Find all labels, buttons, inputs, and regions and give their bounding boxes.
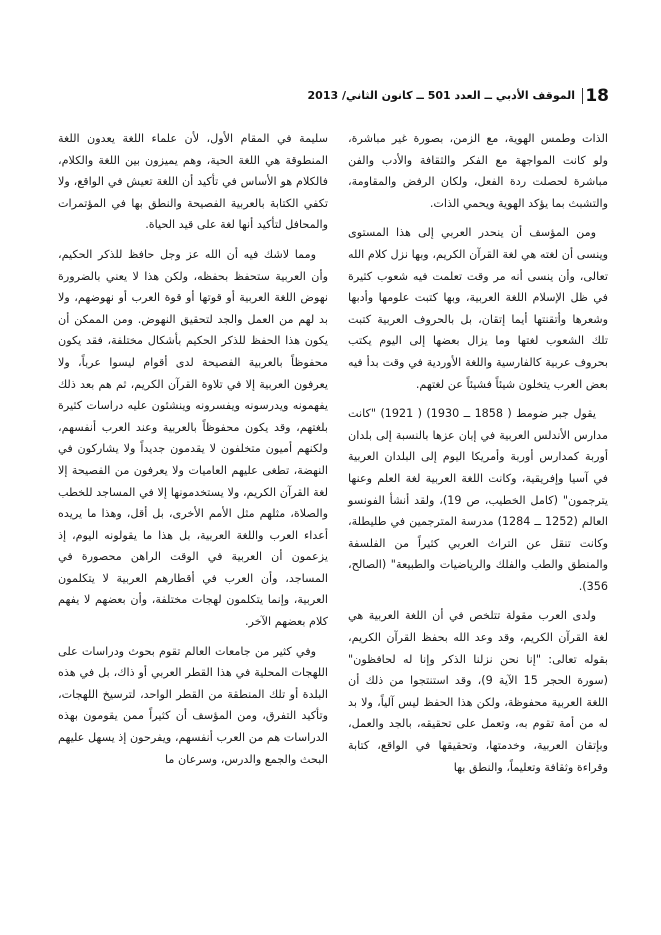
paragraph: ولدى العرب مقولة تتلخص في أن اللغة العربية هي لغة القرآن الكريم، وقد وعد الله بحفظ القرآن الكريم، بقوله تعالى: "إنا نحن نزلنا الذكر وإنا له لحافظون"(سورة الحجر 15 الآية 9)، وقد استنتجوا من ذلك أن اللغة العربية محفوظة، ولكن هذا الحفظ ليس آلياً، ولا بد له من أمة تقوم به، وتعمل على تحقيقه، بالجد والعمل، وبإتقان العربية، وخدمتها، وتحقيقها في الواقع، كتابة وقراءة وثقافة وتعليماً، والنطق بها (348, 609, 608, 774)
header-divider (582, 88, 583, 104)
running-head: الموقف الأدبي ــ العدد 501 ــ كانون الثاني/ 2013 (307, 89, 575, 102)
paragraph: يقول جبر ضومط ( 1858 ــ 1930) ( 1921) "كانت مدارس الأندلس العربية في إبان عزها بالنسبة إلى بلدان أوربة كمدارس أوربة وأمريكا اليوم إلى البلدان العربية في آسيا وإفريقية، وكانت اللغة العربية لغة العلم وعنها يترجمون" (كامل الخطيب، ص 19)، ولقد أنشأ الفونسو العالم (1252 ــ 1284) مدرسة المترجمين في طليطلة، وكانت تنقل عن التراث العربي كثيراً من الفلسفة والمنطق والطب والفلك والرياضيات والطبيعة" (الصالح، 356). (348, 407, 609, 593)
page-number: 18 (585, 86, 609, 106)
paragraph: الذات وطمس الهوية، مع الزمن، بصورة غير مباشرة، ولو كانت المواجهة مع الفكر والثقافة والأدب والفن مباشرة لحصلت ردة الفعل، ولكان الرفض والمقاومة، والتشبث بما يؤكد الهوية ويحمي الذات. (348, 132, 608, 210)
paragraph: سليمة في المقام الأول، لأن علماء اللغة يعدون اللغة المنطوقة هي اللغة الحية، وهم يميزون بين اللغة والكلام، فالكلام هو الأساس في تأكيد أن اللغة تعيش في الواقع، ولا تكفي الكتابة بالعربية الفصيحة والنطق بها في المؤتمرات والمحافل لتأكيد أنها لغة على قيد الحياة. (58, 132, 328, 232)
left-column (58, 128, 328, 778)
page-header (0, 84, 661, 112)
paragraph: ومما لاشك فيه أن الله عز وجل حافظ للذكر الحكيم، وأن العربية ستحفظ بحفظه، ولكن هذا لا يعني بالضرورة نهوض اللغة العربية أو قوتها أو قوة العرب أو نهوضهم، ولا بد لهم من العمل والجد لتحقيق النهوض. ومن الممكن أن يكون هذا الحفظ للذكر الحكيم بأشكال مختلفة، فقد يكون محفوظاً بالعربية الفصيحة لدى أقوام ليسوا عرباً، ولا يعرفون العربية إلا في تلاوة القرآن الكريم، ثم هم بعد ذلك يفهمونه ويدرسونه ويفسرونه وينشئون عليه دراسات كثيرة بلغتهم، وقد يكون محفوظاً بالعربية وعند العرب أنفسهم، ولكنهم أميون متخلفون لا يقدمون جديداً ولا يشاركون في النهضة، تطغى عليهم العاميات ولا يعرفون من الفصيحة إلا لغة القرآن الكريم، ولا يستخدمونها إلا في المساجد للخطب والصلاة، مثلهم مثل الأمم الأخرى، بل أقل، وهذا ما يريده أعداء العرب واللغة العربية، بل هذا ما يقولونه اليوم، إذ يزعمون أن العربية في الوقت الراهن محصورة في المساجد، وأن العرب في أقطارهم العربية لا يتكلمون العربية، وإنما يتكلمون لهجات مختلفة، وأن بعضهم لا يفهم كلام بعضهم الآخر. (58, 247, 328, 629)
paragraph: ومن المؤسف أن ينحدر العربي إلى هذا المستوى وينسى أن لغته هي لغة القرآن الكريم، وبها نزل كلام الله تعالى، وأن ينسى أنه مر وقت تعلمت فيه شعوب كثيرة في ظل الإسلام اللغة العربية، وبها كتبت علومها وأدبها وشعرها وأتقنتها أيما إتقان، بل بالحروف العربية كتبت تلك الشعوب لغتها وما يزال بعضها إلى اليوم يكتب بحروف عربية كالفارسية واللغة الأوردية في وقت بدأ فيه بعض العرب يتخلون شيئاً فشيئاً عن لغتهم. (348, 226, 608, 391)
paragraph: وفي كثير من جامعات العالم تقوم بحوث ودراسات على اللهجات المحلية في هذا القطر العربي أو ذاك، بل في هذه البلدة أو تلك المنطقة من القطر الواحد، لترسيخ اللهجات، وتأكيد التفرق، ومن المؤسف أن كثيراً ممن يقومون بهذه الدراسات هم من العرب أنفسهم، ويفرحون إذ يسهل عليهم البحث والجمع والدرس، وسرعان ما (58, 644, 328, 766)
right-column (348, 128, 608, 786)
